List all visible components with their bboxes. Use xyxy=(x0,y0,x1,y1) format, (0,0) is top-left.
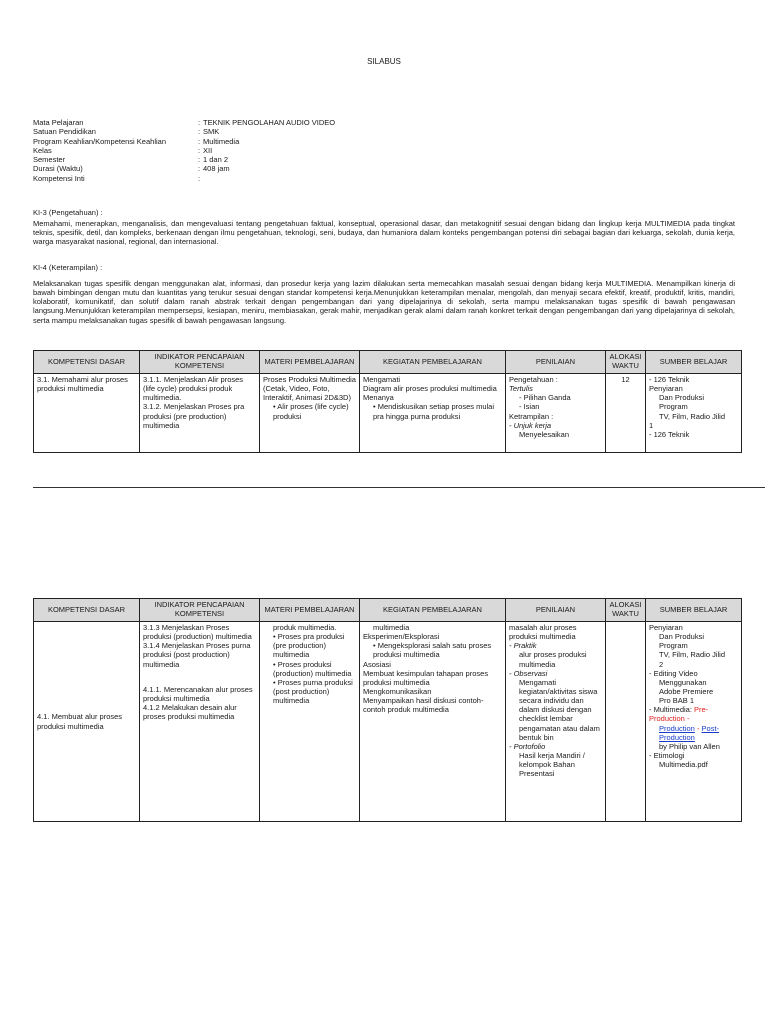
sumber-item: 1 xyxy=(649,420,654,430)
header-materi: MATERI PEMBELAJARAN xyxy=(260,599,360,622)
kegiatan-item: Eksperimen/Eksplorasi xyxy=(363,632,440,642)
materi-bullet: • Proses produksi (production) multimedia xyxy=(273,659,352,678)
indikator-item: multimedia xyxy=(143,659,180,669)
meta-key: Durasi (Waktu) xyxy=(33,164,83,174)
cell-materi xyxy=(260,374,360,453)
cell-penilaian xyxy=(506,374,606,453)
cell-kompetensi-dasar xyxy=(34,374,140,453)
sumber-item: - 126 Teknik xyxy=(649,375,690,384)
penilaian-item: - Praktik xyxy=(509,641,537,651)
meta-key: Program Keahlian/Kompetensi Keahlian xyxy=(33,136,166,146)
penilaian-item: Pengetahuan : xyxy=(509,375,558,384)
header-penilaian: PENILAIAN xyxy=(506,599,606,622)
sumber-item: - Editing Video xyxy=(649,668,698,678)
indikator-item: 4.1.2 Melakukan desain alur proses produksi multimedia xyxy=(143,702,237,722)
cell-materi xyxy=(260,622,360,822)
penilaian-item: Tertulis xyxy=(509,384,533,394)
sumber-item: by Philip van Allen xyxy=(659,741,720,751)
sumber-item: Pro BAB 1 xyxy=(659,696,695,706)
meta-value: Multimedia xyxy=(203,136,240,146)
cell-alokasi xyxy=(606,622,646,822)
meta-key: Kelas xyxy=(33,145,52,155)
cell-kompetensi-dasar xyxy=(34,622,140,822)
cell-sumber: Penyiaran Dan Produksi Program TV, Film, Radio Jilid 2 - Editing Video Menggunakan Adobe Premiere Pro BAB 1 - Multimedia: Pre-Production - Production - Post-Production by Philip van Allen - Etimologi Multimedia.pdf xyxy=(646,622,742,822)
page-title: SILABUS xyxy=(367,57,401,66)
kd-text: 4.1. Membuat alur proses produksi multimedia xyxy=(37,712,123,731)
kd-text: 3.1. Memahami alur proses produksi multimedia xyxy=(37,375,128,394)
cell-penilaian xyxy=(506,622,606,822)
cell-kegiatan xyxy=(360,622,506,822)
header-indikator: INDIKATOR PENCAPAIAN KOMPETENSI xyxy=(140,599,260,622)
kegiatan-item: multimedia xyxy=(373,623,410,632)
page-divider xyxy=(33,487,765,488)
penilaian-item: masalah alur proses produksi multimedia xyxy=(509,623,577,642)
kegiatan-item: Membuat kesimpulan tahapan proses produksi multimedia xyxy=(363,668,489,687)
materi-item: produk multimedia. xyxy=(273,623,337,632)
kegiatan-item: Menyampaikan hasil diskusi contoh-contoh produk multimedia xyxy=(363,696,484,715)
penilaian-item: - Observasi xyxy=(509,668,548,678)
ki4-heading: KI-4 (Keterampilan) : xyxy=(33,263,103,272)
sumber-item: Penyiaran xyxy=(649,384,683,394)
meta-key: Mata Pelajaran xyxy=(33,118,84,127)
syllabus-table-1 xyxy=(33,350,742,453)
cell-kegiatan xyxy=(360,374,506,453)
penilaian-item: Mengamati kegiatan/aktivitas siswa secara individu dan dalam diskusi dengan checklist lembar pengamatan atau dalam bentuk bin xyxy=(519,677,600,742)
header-sumber: SUMBER BELAJAR xyxy=(646,599,742,622)
meta-value: 1 dan 2 xyxy=(203,155,229,165)
sumber-item: TV, Film, Radio Jilid xyxy=(659,650,725,660)
sumber-item: - Etimologi xyxy=(649,750,685,760)
meta-value: SMK xyxy=(203,127,220,137)
sumber-item: Multimedia.pdf xyxy=(659,760,708,770)
penilaian-item: - Portofolio xyxy=(509,741,546,751)
kegiatan-bullet: • Mengeksplorasi salah satu proses produksi multimedia xyxy=(373,641,492,660)
kegiatan-item: Mengkomunikasikan xyxy=(363,686,432,696)
ki3-heading: KI-3 (Pengetahuan) : xyxy=(33,208,103,217)
kegiatan-bullet: • Mendiskusikan setiap proses mulai pra hingga purna produksi xyxy=(373,402,495,421)
production-link[interactable]: Production xyxy=(659,723,695,733)
sumber-item: Penyiaran xyxy=(649,623,683,632)
sumber-item: 2 xyxy=(659,659,664,669)
penilaian-item: - Isian xyxy=(519,402,540,412)
penilaian-item: - Pilihan Ganda xyxy=(519,393,571,403)
indikator-item: 3.1.1. Menjelaskan Alir proses (life cycle) produksi produk multimedia. xyxy=(143,375,244,403)
header-sumber: SUMBER BELAJAR xyxy=(646,351,742,374)
header-indikator: INDIKATOR PENCAPAIAN KOMPETENSI xyxy=(140,351,260,374)
kegiatan-item: Asosiasi xyxy=(363,659,391,669)
syllabus-table-2 xyxy=(33,598,742,822)
sumber-item: Adobe Premiere xyxy=(659,686,714,696)
sumber-item: Dan Produksi xyxy=(659,632,705,642)
penilaian-item: Hasil kerja Mandiri / kelompok Bahan Presentasi xyxy=(519,750,585,779)
cell-alokasi: 12 xyxy=(606,374,646,453)
ki3-text: Memahami, menerapkan, menganalisis, dan mengevaluasi tentang pengetahuan faktual, konseptual, operasional dasar, dan metakognitif sesuai dengan bidang dan lingkup kerja MULTIMEDIA pada tingkat teknis, spesifik, detil, dan kompleks, berkenaan dengan ilmu pengetahuan, teknologi, seni, budaya, dan humaniora dalam konteks pengembangan potensi diri sebagai bagian dari keluarga, sekolah, dunia kerja, warga masyarakat nasional, regional, dan internasional. xyxy=(33,219,735,247)
materi-bullet: • Proses pra produksi (pre production) multimedia xyxy=(273,632,345,660)
header-kompetensi-dasar: KOMPETENSI DASAR xyxy=(34,599,140,622)
penilaian-item: Ketrampilan : xyxy=(509,411,554,421)
header-alokasi: ALOKASI WAKTU xyxy=(606,599,646,622)
post-production-link[interactable]: Post-Production xyxy=(659,723,720,742)
header-materi: MATERI PEMBELAJARAN xyxy=(260,351,360,374)
cell-sumber xyxy=(646,374,742,453)
sumber-item-multimedia: - Multimedia: Pre-Production - xyxy=(649,705,709,724)
penilaian-item: - Unjuk kerja xyxy=(509,420,552,430)
header-kompetensi-dasar: KOMPETENSI DASAR xyxy=(34,351,140,374)
header-penilaian: PENILAIAN xyxy=(506,351,606,374)
indikator-item: 3.1.2. Menjelaskan Proses pra produksi (pre production) xyxy=(143,402,245,421)
meta-key: Kompetensi Inti xyxy=(33,173,85,183)
penilaian-item: alur proses produksi multimedia xyxy=(519,650,587,669)
sumber-item: Program xyxy=(659,402,688,412)
header-alokasi: ALOKASI WAKTU xyxy=(606,351,646,374)
meta-block: Mata Pelajaran : TEKNIK PENGOLAHAN AUDIO VIDEO Satuan Pendidikan : SMK Program Keahlian/Kompetensi Keahlian : Multimedia Kelas : XII Semester : 1 dan 2 Durasi (Waktu) : 408 jam Kompetensi Inti : xyxy=(33,118,336,183)
sumber-item: Program xyxy=(659,641,688,651)
meta-value: 408 jam xyxy=(203,164,230,174)
materi-item: Proses Produksi Multimedia (Cetak, Video, Foto, Interaktif, Animasi 2D&3D) xyxy=(263,375,356,403)
indikator-item: 3.1.3 Menjelaskan Proses produksi (production) multimedia xyxy=(143,623,252,642)
penilaian-item: Menyelesaikan xyxy=(519,429,570,439)
indikator-item: 3.1.4 Menjelaskan Proses purna produksi (post production) xyxy=(143,641,251,660)
kegiatan-item: Diagram alir proses produksi multimedia xyxy=(363,384,497,394)
header-kegiatan: KEGIATAN PEMBELAJARAN xyxy=(360,351,506,374)
header-kegiatan: KEGIATAN PEMBELAJARAN xyxy=(360,599,506,622)
indikator-item: 4.1.1. Merencanakan alur proses produksi multimedia xyxy=(143,684,253,703)
sumber-item: TV, Film, Radio Jilid xyxy=(659,411,725,421)
cell-indikator xyxy=(140,374,260,453)
sumber-item: Menggunakan xyxy=(659,677,707,687)
materi-bullet: • Alir proses (life cycle) produksi xyxy=(273,402,349,421)
kegiatan-item: Mengamati xyxy=(363,375,401,384)
ki4-text: Melaksanakan tugas spesifik dengan menggunakan alat, informasi, dan prosedur kerja yang lazim dilakukan serta memecahkan masalah sesuai dengan bidang kerja MULTIMEDIA. Menampilkan kinerja di bawah bimbingan dengan mutu dan kuantitas yang terukur sesuai dengan standar kompetensi kerja.Menunjukkan keterampilan menalar, mengolah, dan menyaji secara efektif, kreatif, produktif, kritis, mandiri, kolaboratif, komunikatif, dan solutif dalam ranah abstrak terkait dengan pengembangan dari yang dipelajarinya di sekolah, serta mampu melaksanakan tugas spesifik di bawah pengawasan langsung.Menunjukkan keterampilan mempersepsi, kesiapan, meniru, membiasakan, gerak mahir, menjadikan gerak alami dalam ranah konkret terkait dengan pengembangan dari yang dipelajarinya di sekolah, serta mampu melaksanakan tugas spesifik di bawah pengawasan langsung. xyxy=(33,279,735,325)
materi-bullet: • Proses purna produksi (post production) multimedia xyxy=(273,677,353,706)
meta-value: XII xyxy=(203,145,213,155)
pre-production-text: Pre-Production xyxy=(649,705,709,724)
sumber-item: - 126 Teknik xyxy=(649,429,690,439)
indikator-item: multimedia xyxy=(143,420,180,430)
meta-key: Semester xyxy=(33,155,66,165)
kegiatan-item: Menanya xyxy=(363,393,394,403)
cell-indikator xyxy=(140,622,260,822)
meta-key: Satuan Pendidikan xyxy=(33,127,96,137)
meta-value: TEKNIK PENGOLAHAN AUDIO VIDEO xyxy=(203,118,336,127)
sumber-item: Dan Produksi xyxy=(659,393,705,403)
